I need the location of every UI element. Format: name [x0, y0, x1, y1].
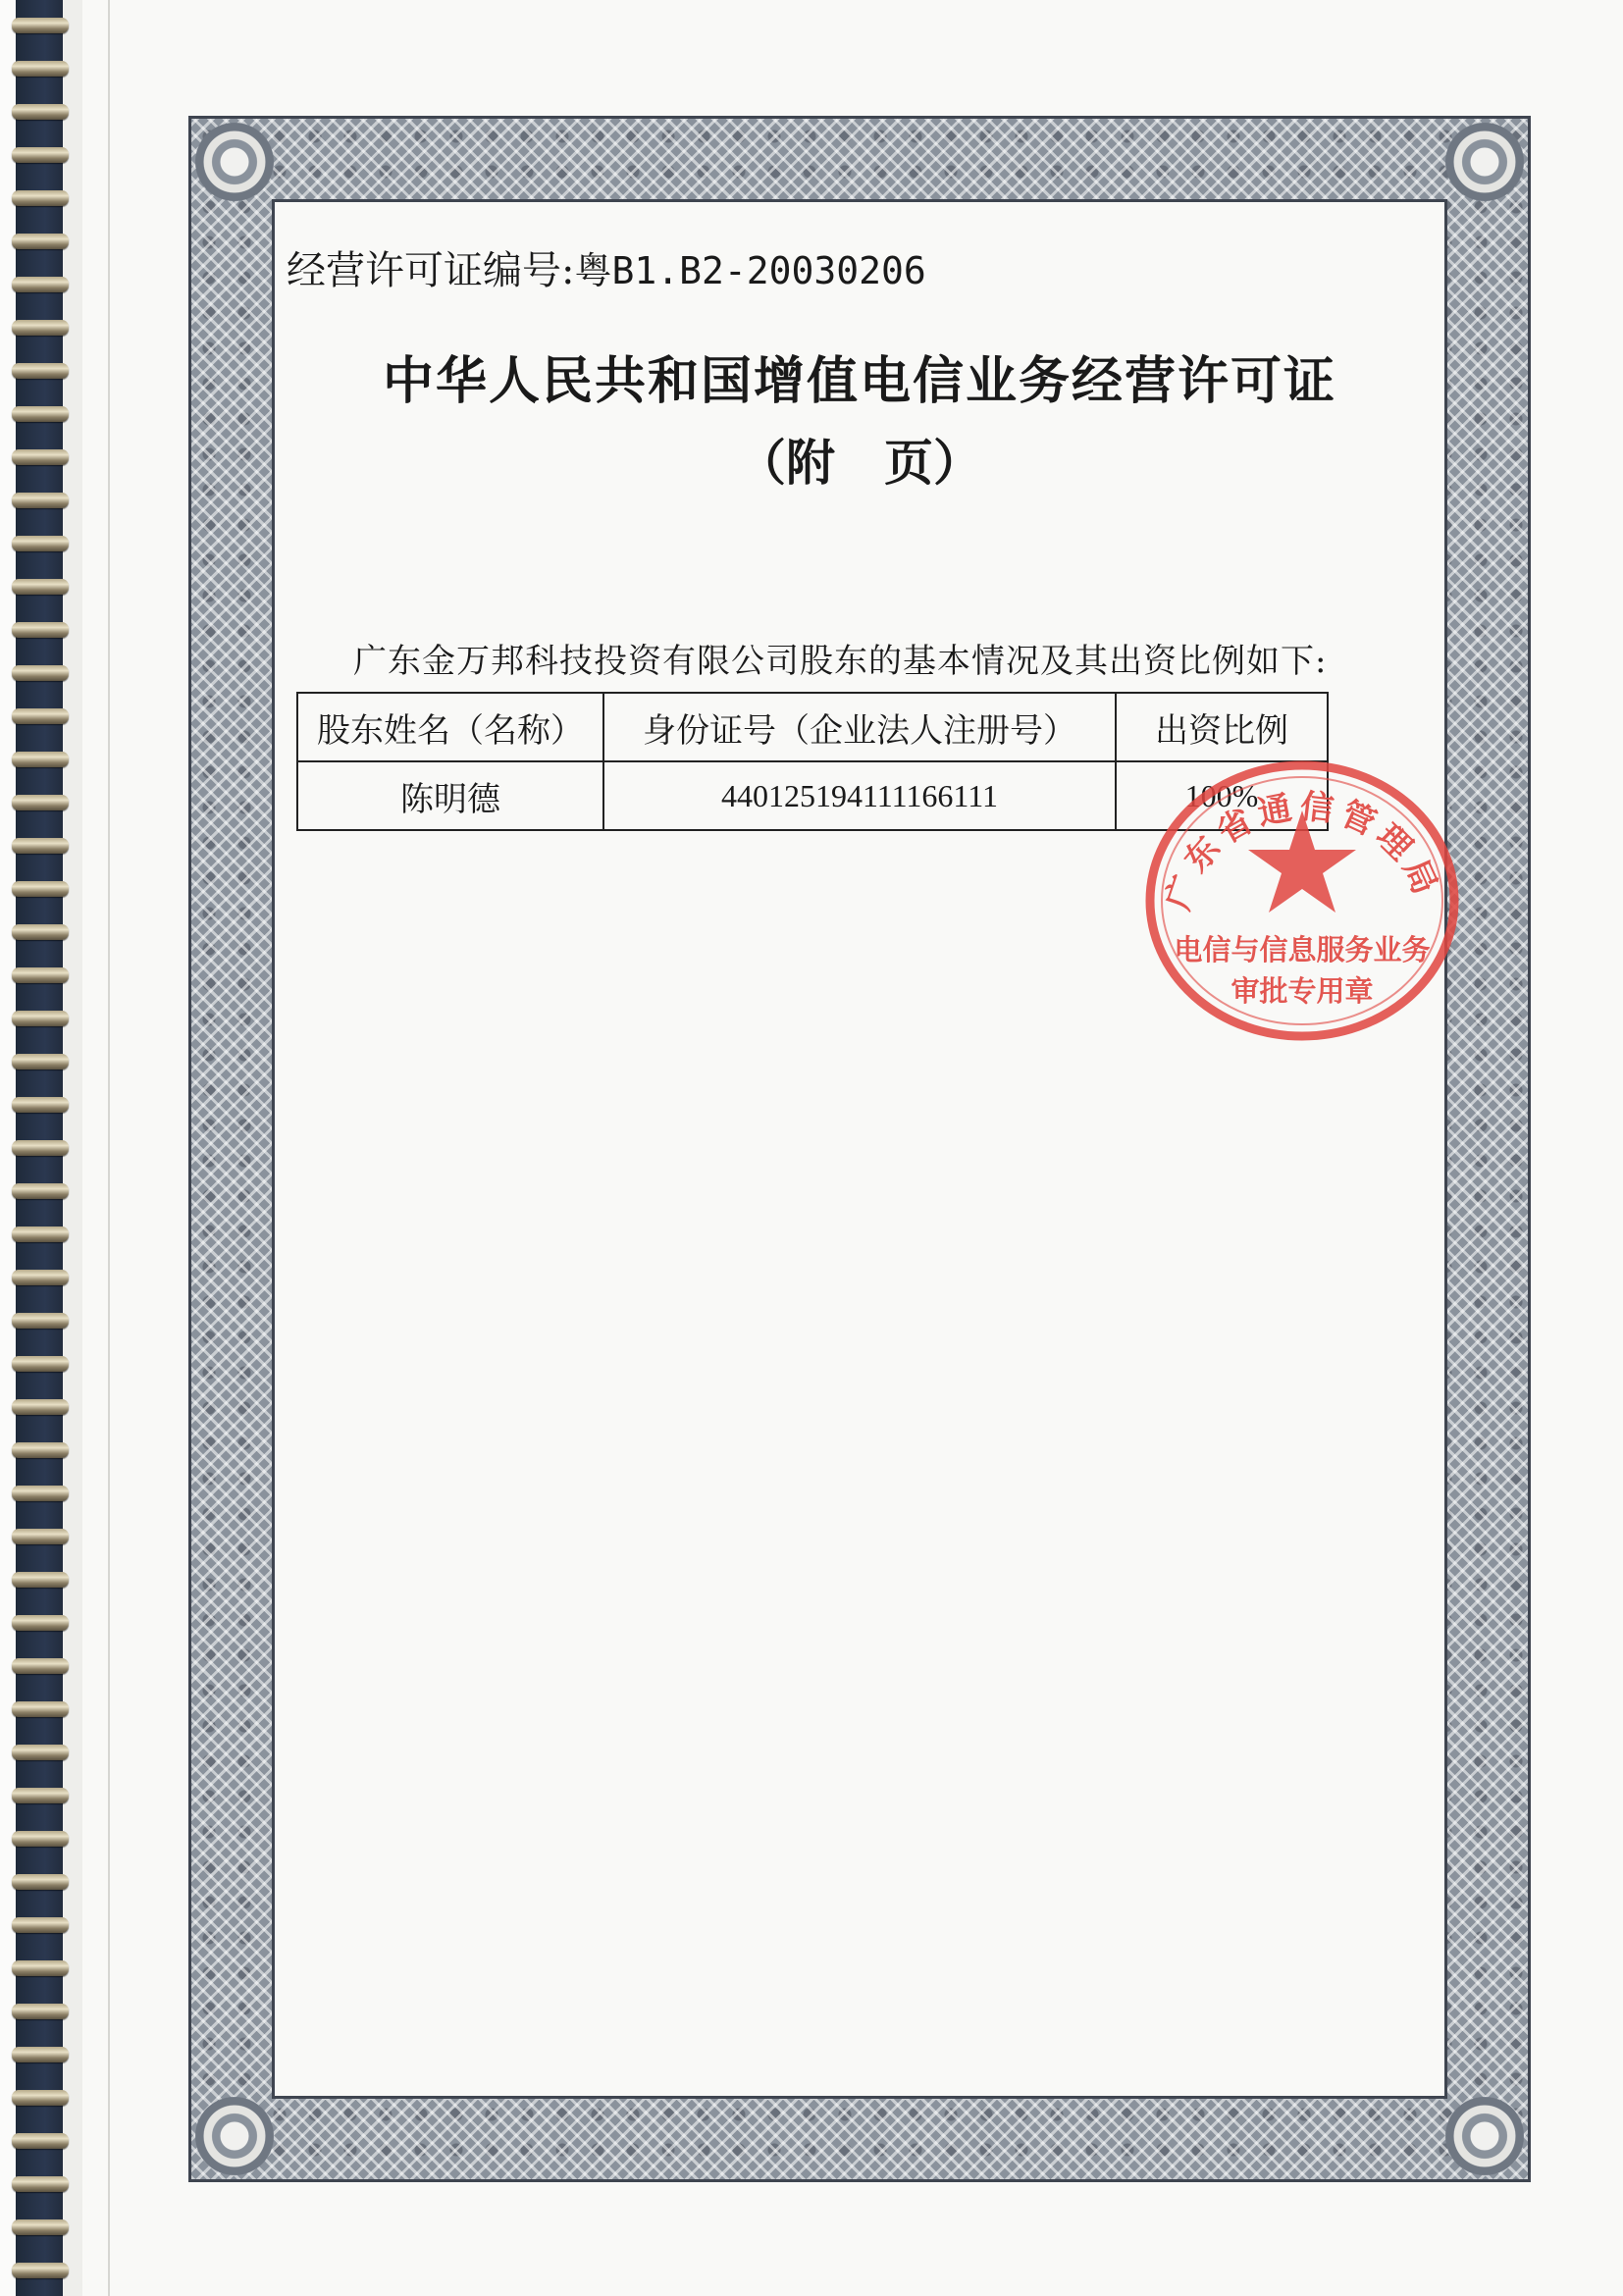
seal-line1: 电信与信息服务业务: [1174, 933, 1431, 966]
seal-top-text: 广东省通信管理局: [1158, 786, 1447, 915]
binding-ring: [12, 665, 69, 681]
binding-ring: [12, 2133, 69, 2149]
binding-ring: [12, 406, 69, 422]
binding-ring: [12, 1745, 69, 1760]
binding-ring: [12, 967, 69, 983]
header-investment-ratio: 出资比例: [1116, 693, 1328, 761]
document-content: [269, 196, 1450, 2102]
binding-ring: [12, 449, 69, 465]
seal-line2: 审批专用章: [1230, 974, 1374, 1008]
binding-ring: [12, 752, 69, 767]
binding-ring: [12, 2004, 69, 2019]
binding-ring: [12, 18, 69, 33]
binding-ring: [12, 234, 69, 249]
binding-ring: [12, 1960, 69, 1976]
frame-corner-ornament: [1436, 2087, 1534, 2185]
binding-ring: [12, 1140, 69, 1156]
binding-ring: [12, 622, 69, 638]
document-title: 中华人民共和国增值电信业务经营许可证: [382, 352, 1336, 411]
cell-investment-ratio: 100%: [1116, 761, 1328, 830]
license-number: [287, 239, 926, 295]
binding-ring: [12, 1270, 69, 1285]
binding-ring: [12, 1788, 69, 1803]
binding-ring: [12, 1011, 69, 1026]
frame-corner-ornament: [1436, 113, 1534, 211]
binding-ring: [12, 1356, 69, 1372]
binding-ring: [12, 147, 69, 163]
binding-ring: [12, 1658, 69, 1674]
binding-ring: [12, 881, 69, 897]
binding-ring: [12, 1572, 69, 1588]
intro-text: 广东金万邦科技投资有限公司股东的基本情况及其出资比例如下:: [353, 642, 1328, 681]
license-number-label: 经营许可证编号:: [287, 248, 575, 293]
frame-corner-ornament: [185, 2087, 284, 2185]
binding-ring: [12, 708, 69, 724]
binding-ring: [12, 536, 69, 551]
spiral-binding: [0, 0, 82, 2296]
binding-ring: [12, 1313, 69, 1329]
header-shareholder-name: 股东姓名（名称）: [297, 693, 603, 761]
binding-ring: [12, 2047, 69, 2062]
binding-ring: [12, 1183, 69, 1199]
license-number-value: 粤B1.B2-20030206: [574, 249, 926, 292]
binding-ring: [12, 1831, 69, 1847]
binding-ring: [12, 2090, 69, 2106]
binding-ring: [12, 1486, 69, 1501]
binding-ring: [12, 579, 69, 595]
binding-ring: [12, 1097, 69, 1113]
binding-ring: [12, 190, 69, 206]
binding-ring: [12, 1917, 69, 1933]
table-header-row: [297, 693, 1328, 761]
binding-ring: [12, 2263, 69, 2278]
binding-ring: [12, 1615, 69, 1631]
binding-ring: [12, 1442, 69, 1458]
document-subtitle: （附 页）: [737, 435, 982, 492]
cell-id-number: 440125194111166111: [603, 761, 1116, 830]
binding-ring: [12, 795, 69, 810]
binding-ring: [12, 1529, 69, 1544]
binding-ring: [12, 493, 69, 508]
binding-ring: [12, 1874, 69, 1890]
binding-ring: [12, 61, 69, 77]
binding-ring: [12, 1701, 69, 1717]
binding-ring: [12, 838, 69, 854]
binding-ring: [12, 1226, 69, 1242]
binding-ring: [12, 1054, 69, 1070]
cell-shareholder-name: 陈明德: [297, 761, 603, 830]
binding-ring: [12, 363, 69, 379]
binding-ring: [12, 2176, 69, 2192]
binding-ring: [12, 104, 69, 120]
official-seal-stamp: [1140, 754, 1464, 1048]
paper-edge-line: [108, 0, 110, 2296]
binding-ring: [12, 924, 69, 940]
binding-ring: [12, 1399, 69, 1415]
binding-ring: [12, 320, 69, 336]
binding-ring: [12, 2219, 69, 2235]
header-id-number: 身份证号（企业法人注册号）: [603, 693, 1116, 761]
binding-ring: [12, 277, 69, 292]
